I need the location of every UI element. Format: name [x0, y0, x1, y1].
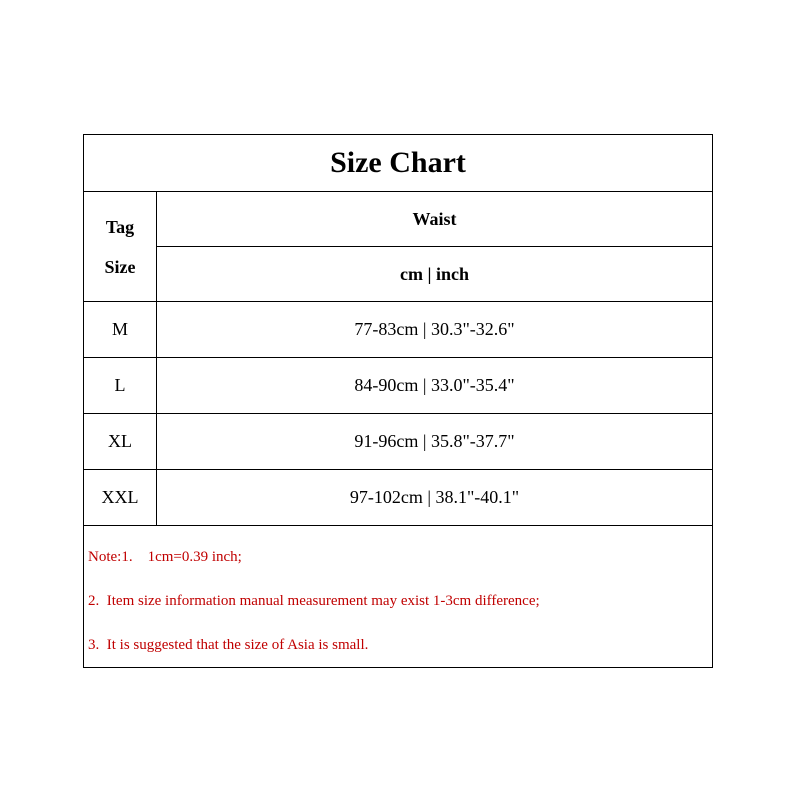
size-cell: XL [84, 414, 157, 469]
header-row [84, 192, 712, 302]
waist-header: Waist [157, 192, 712, 247]
notes-section [84, 535, 712, 667]
waist-header-column [157, 192, 712, 301]
waist-value-cell: 97-102cm | 38.1"-40.1" [349, 487, 520, 507]
tag-size-label-line2: Size [104, 256, 136, 277]
waist-value-cell: 77-83cm | 30.3"-32.6" [354, 319, 515, 339]
table-row [84, 302, 712, 358]
chart-title: Size Chart [84, 135, 712, 192]
size-chart-table [83, 134, 713, 668]
waist-value-cell: 91-96cm | 35.8"-37.7" [354, 431, 515, 451]
table-row [84, 358, 712, 414]
waist-value-cell: 84-90cm | 33.0"-35.4" [354, 375, 515, 395]
size-cell: M [84, 302, 157, 357]
note-item: 2. Item size information manual measurement may exist 1-3cm difference; [88, 592, 540, 609]
note-item: 3. It is suggested that the size of Asia is small. [88, 636, 369, 653]
table-row [84, 470, 712, 526]
units-header: cm | inch [400, 263, 469, 284]
tag-size-header [84, 192, 157, 301]
note-item: Note:1. 1cm=0.39 inch; [88, 548, 242, 565]
size-cell: L [84, 358, 157, 413]
tag-size-label-line1: Tag [105, 216, 135, 237]
size-cell: XXL [84, 470, 157, 525]
table-row [84, 414, 712, 470]
